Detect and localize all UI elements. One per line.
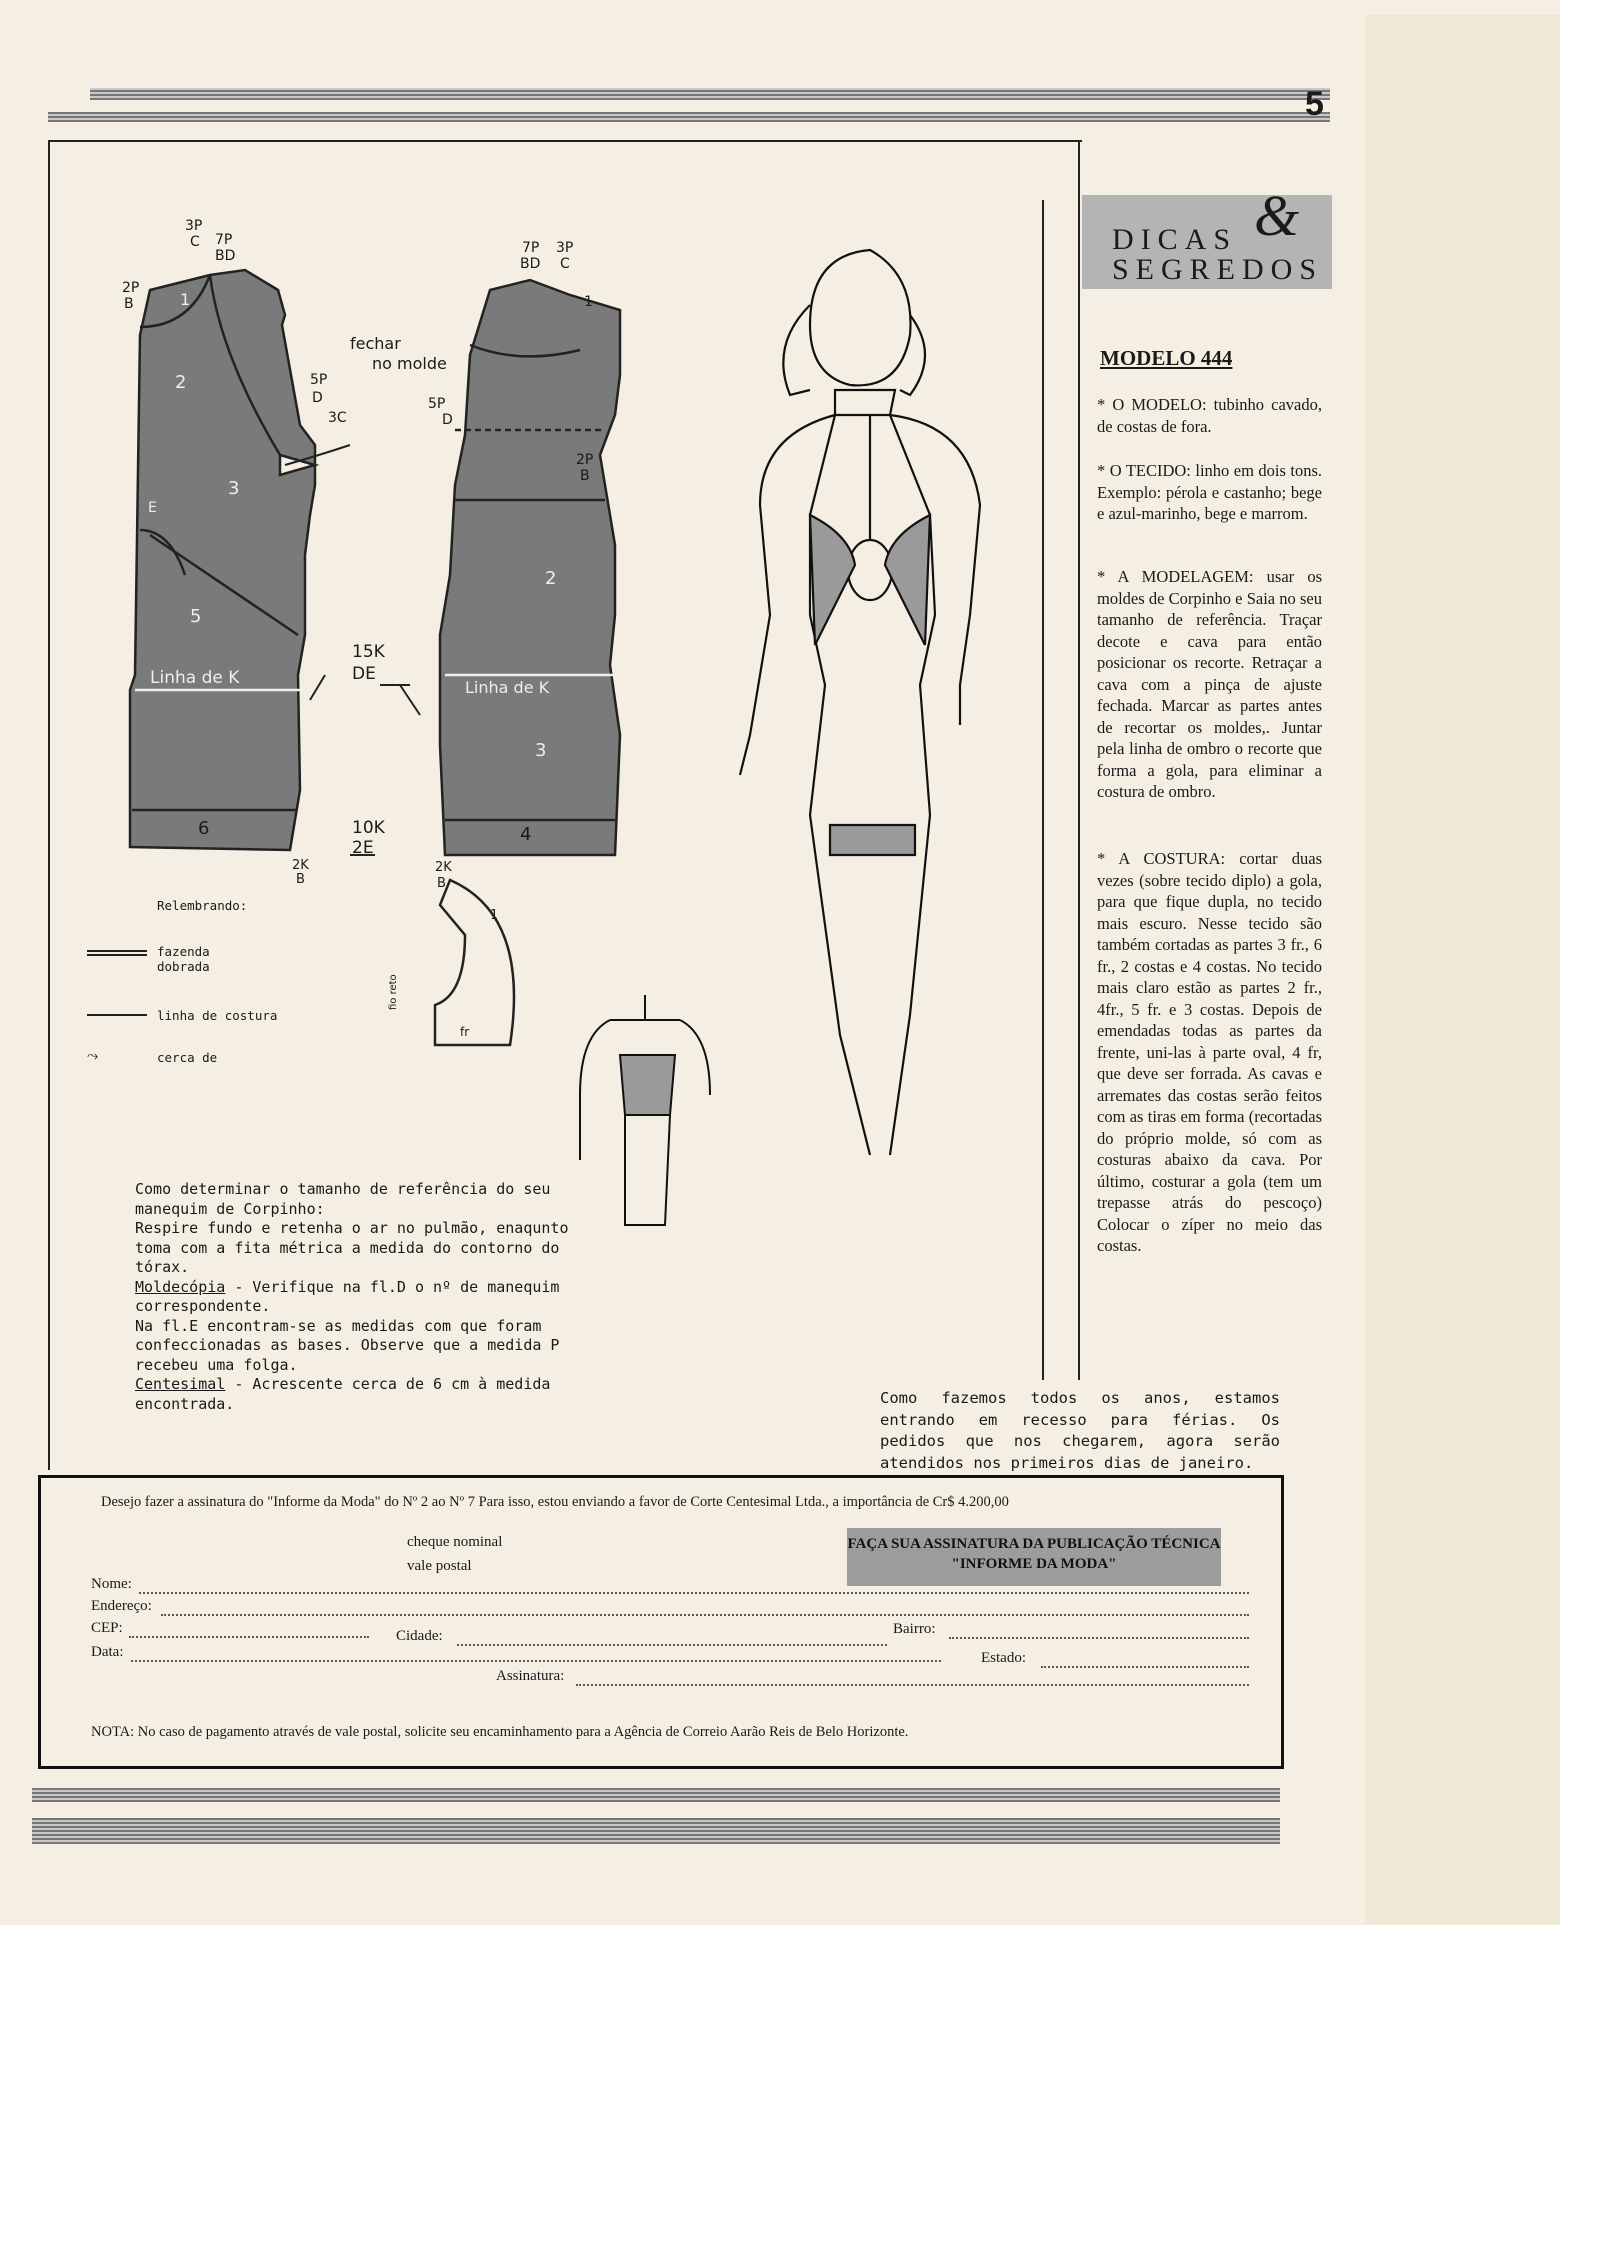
front-label-e: E: [148, 500, 157, 516]
form-note: NOTA: No caso de pagamento através de vale postal, solicite seu encaminhamento para a Agência de Correio Aarão Reis de Belo Horizonte.: [91, 1724, 909, 1740]
nome-label: Nome:: [91, 1576, 132, 1592]
data-field[interactable]: [131, 1660, 941, 1662]
instructions-p1: Respire fundo e retenha o ar no pulmão, enaqunto toma com a fita métrica a medida do contorno do tórax.: [135, 1219, 569, 1276]
badge-line2: SEGREDOS: [1112, 253, 1324, 286]
front-part-6: 6: [198, 818, 210, 839]
back-label-d: D: [442, 412, 453, 428]
dicas-segredos-badge: [1082, 183, 1332, 289]
moldecopia-text: - Verifique na fl.D o nº de manequim correspondente.: [135, 1277, 560, 1315]
front-label-d: D: [312, 390, 323, 406]
back-label-2p: 2P: [576, 452, 594, 468]
nome-field[interactable]: [139, 1592, 1249, 1594]
front-label-fechar: fechar: [350, 334, 401, 353]
centesimal-label: Centesimal: [135, 1375, 226, 1393]
front-label-3c: 3C: [328, 410, 347, 426]
cep-label: CEP:: [91, 1620, 123, 1636]
collar-label-fio: fio reto: [388, 974, 399, 1010]
legend-label-costura: linha de costura: [157, 1008, 278, 1023]
back-pattern-piece: [440, 280, 620, 855]
back-part-1: 1: [584, 294, 593, 310]
page-edge: [1365, 15, 1560, 1925]
recesso-notice: Como fazemos todos os anos, estamos entrando em recesso para férias. Os pedidos que nos chegarem, agora serão atendidos nos primeiros dias de janeiro.: [880, 1389, 1280, 1472]
cidade-label: Cidade:: [396, 1628, 443, 1644]
fashion-figure: [740, 250, 980, 1155]
front-part-2: 2: [175, 372, 187, 393]
instructions-p2: Na fl.E encontram-se as medidas com que foram confeccionadas as bases. Observe que a medida P recebeu uma folga.: [135, 1316, 560, 1374]
bottom-stripe: [32, 1788, 1280, 1802]
legend-label-cerca: cerca de: [157, 1050, 218, 1065]
back-label-7p: 7P: [522, 240, 540, 256]
back-linha-k: Linha de K: [465, 678, 550, 697]
front-label-7p: 7P: [215, 232, 233, 248]
instructions-heading: Como determinar o tamanho de referência do seu manequim de Corpinho:: [135, 1180, 551, 1218]
vale-postal-option[interactable]: vale postal: [407, 1558, 472, 1574]
bairro-label: Bairro:: [893, 1621, 936, 1637]
back-part-4: 4: [520, 824, 532, 845]
collar-label-1: 1: [490, 908, 499, 923]
front-label-5p: 5P: [310, 372, 328, 388]
top-stripe: [90, 88, 1330, 100]
centesimal-text: - Acrescente cerca de 6 cm à medida encontrada.: [135, 1375, 551, 1413]
back-label-bd: BD: [520, 256, 541, 272]
back-label-b: B: [580, 468, 590, 484]
legend-item-cerca: [87, 1048, 218, 1065]
collar-label-fr: fr: [460, 1025, 470, 1039]
cep-field[interactable]: [129, 1636, 369, 1638]
endereco-label: Endereço:: [91, 1598, 152, 1614]
badge-line1: DICAS: [1112, 223, 1238, 256]
double-line-icon: [87, 950, 147, 956]
mid-label-15k: 15K: [352, 642, 385, 662]
top-stripe-2: [48, 112, 1330, 122]
estado-label: Estado:: [981, 1650, 1026, 1666]
front-pattern-piece: [130, 270, 315, 850]
back-label-c: C: [560, 256, 570, 272]
back-label-kb: B: [437, 876, 446, 891]
bairro-field[interactable]: [949, 1637, 1249, 1639]
cidade-field[interactable]: [457, 1644, 887, 1646]
front-label-kb: B: [296, 872, 305, 887]
legend-title: Relembrando:: [157, 898, 248, 913]
front-label-3p: 3P: [185, 218, 203, 234]
approx-arrow-icon: ⤳: [87, 1048, 99, 1064]
front-part-3: 3: [228, 478, 240, 499]
front-label-no-molde: no molde: [372, 354, 447, 373]
badge-ampersand: &: [1254, 183, 1300, 248]
back-label-2k: 2K: [435, 860, 452, 875]
front-linha-k: Linha de K: [150, 668, 240, 688]
moldecopia-label: Moldecópia: [135, 1277, 226, 1296]
frame-right-rule: [1078, 140, 1080, 1380]
front-label-2p: 2P: [122, 280, 140, 296]
front-label-c: C: [190, 234, 200, 250]
legend-item-costura: [157, 1008, 277, 1023]
form-lead-text: Desejo fazer a assinatura do "Informe da Moda" do Nº 2 ao Nº 7 Para isso, estou enviando a favor de Corte Centesimal Ltda., a importância de Cr$ 4.200,00: [101, 1494, 1009, 1510]
front-part-1: 1: [180, 290, 191, 309]
sidebar-paragraph-tecido: * O TECIDO: linho em dois tons. Exemplo: pérola e castanho; bege e azul-marinho, bege e marrom.: [1097, 461, 1322, 523]
modelo-title: MODELO 444: [1100, 346, 1233, 370]
legend-item-fazenda: [157, 944, 357, 974]
subscription-form: [38, 1475, 1284, 1769]
front-label-2k: 2K: [292, 858, 309, 873]
back-label-3p: 3P: [556, 240, 574, 256]
front-part-5: 5: [190, 606, 202, 627]
back-view-sketch: [580, 995, 710, 1225]
sidebar-paragraph-modelo: * O MODELO: tubinho cavado, de costas de fora.: [1097, 395, 1322, 436]
front-label-bd: BD: [215, 248, 236, 264]
bottom-stripe-2: [32, 1818, 1280, 1844]
single-line-icon: [87, 1014, 147, 1016]
sidebar-divider: [1042, 200, 1044, 1380]
mid-label-10k: 10K: [352, 818, 385, 838]
legend-label-fazenda: fazenda dobrada: [157, 944, 210, 974]
instructions-centesimal: [135, 1375, 595, 1414]
reference-size-instructions: [135, 1180, 595, 1414]
back-part-3: 3: [535, 740, 547, 761]
payment-options: [407, 1530, 502, 1578]
sidebar-paragraph-costura: * A COSTURA: cortar duas vezes (sobre tecido diplo) a gola, para que fique dupla, no tecido mais escuro. Nesse tecido são também cortadas as partes 3 fr., 6 fr., 2 costas e 4 costas. No tecido mais claro estão as partes 2 fr., 4fr., 5 fr. e 3 costas. Depois de emendadas todas as partes da frente, uni-las à parte oval, 4 fr, que deve ser forrada. As cavas e arremates das costas serão feitos com as tiras em forma (recortadas do próprio molde, só com as costuras abaixo da cava. Por último, costurar a gola (tem um trepasse atrás do pescoço) Colocar o zíper no meio das costas.: [1097, 849, 1322, 1255]
cheque-nominal-option[interactable]: cheque nominal: [407, 1534, 503, 1550]
mid-label-2e: 2E: [352, 838, 374, 858]
mid-label-de: DE: [352, 664, 376, 684]
subscription-banner: FAÇA SUA ASSINATURA DA PUBLICAÇÃO TÉCNICA "INFORME DA MODA": [847, 1528, 1221, 1586]
back-part-2: 2: [545, 568, 557, 589]
endereco-field[interactable]: [161, 1614, 1249, 1616]
page-number: 5: [1305, 85, 1324, 123]
estado-field[interactable]: [1041, 1666, 1249, 1668]
collar-piece: [435, 880, 514, 1045]
data-label: Data:: [91, 1644, 124, 1660]
instructions-moldecopia: [135, 1278, 595, 1317]
back-label-5p: 5P: [428, 396, 446, 412]
front-label-b: B: [124, 296, 134, 312]
assinatura-field[interactable]: [576, 1684, 1249, 1686]
sidebar-paragraph-modelagem: * A MODELAGEM: usar os moldes de Corpinho e Saia no seu tamanho de referência. Traçar decote e cava para então posicionar os recorte. Retraçar a cava com a pinça de ajuste fechada. Marcar as partes antes de recortar os moldes,. Juntar pela linha de ombro o recorte que forma a gola, para eliminar a costura de ombro.: [1097, 567, 1322, 801]
assinatura-label: Assinatura:: [496, 1668, 565, 1684]
